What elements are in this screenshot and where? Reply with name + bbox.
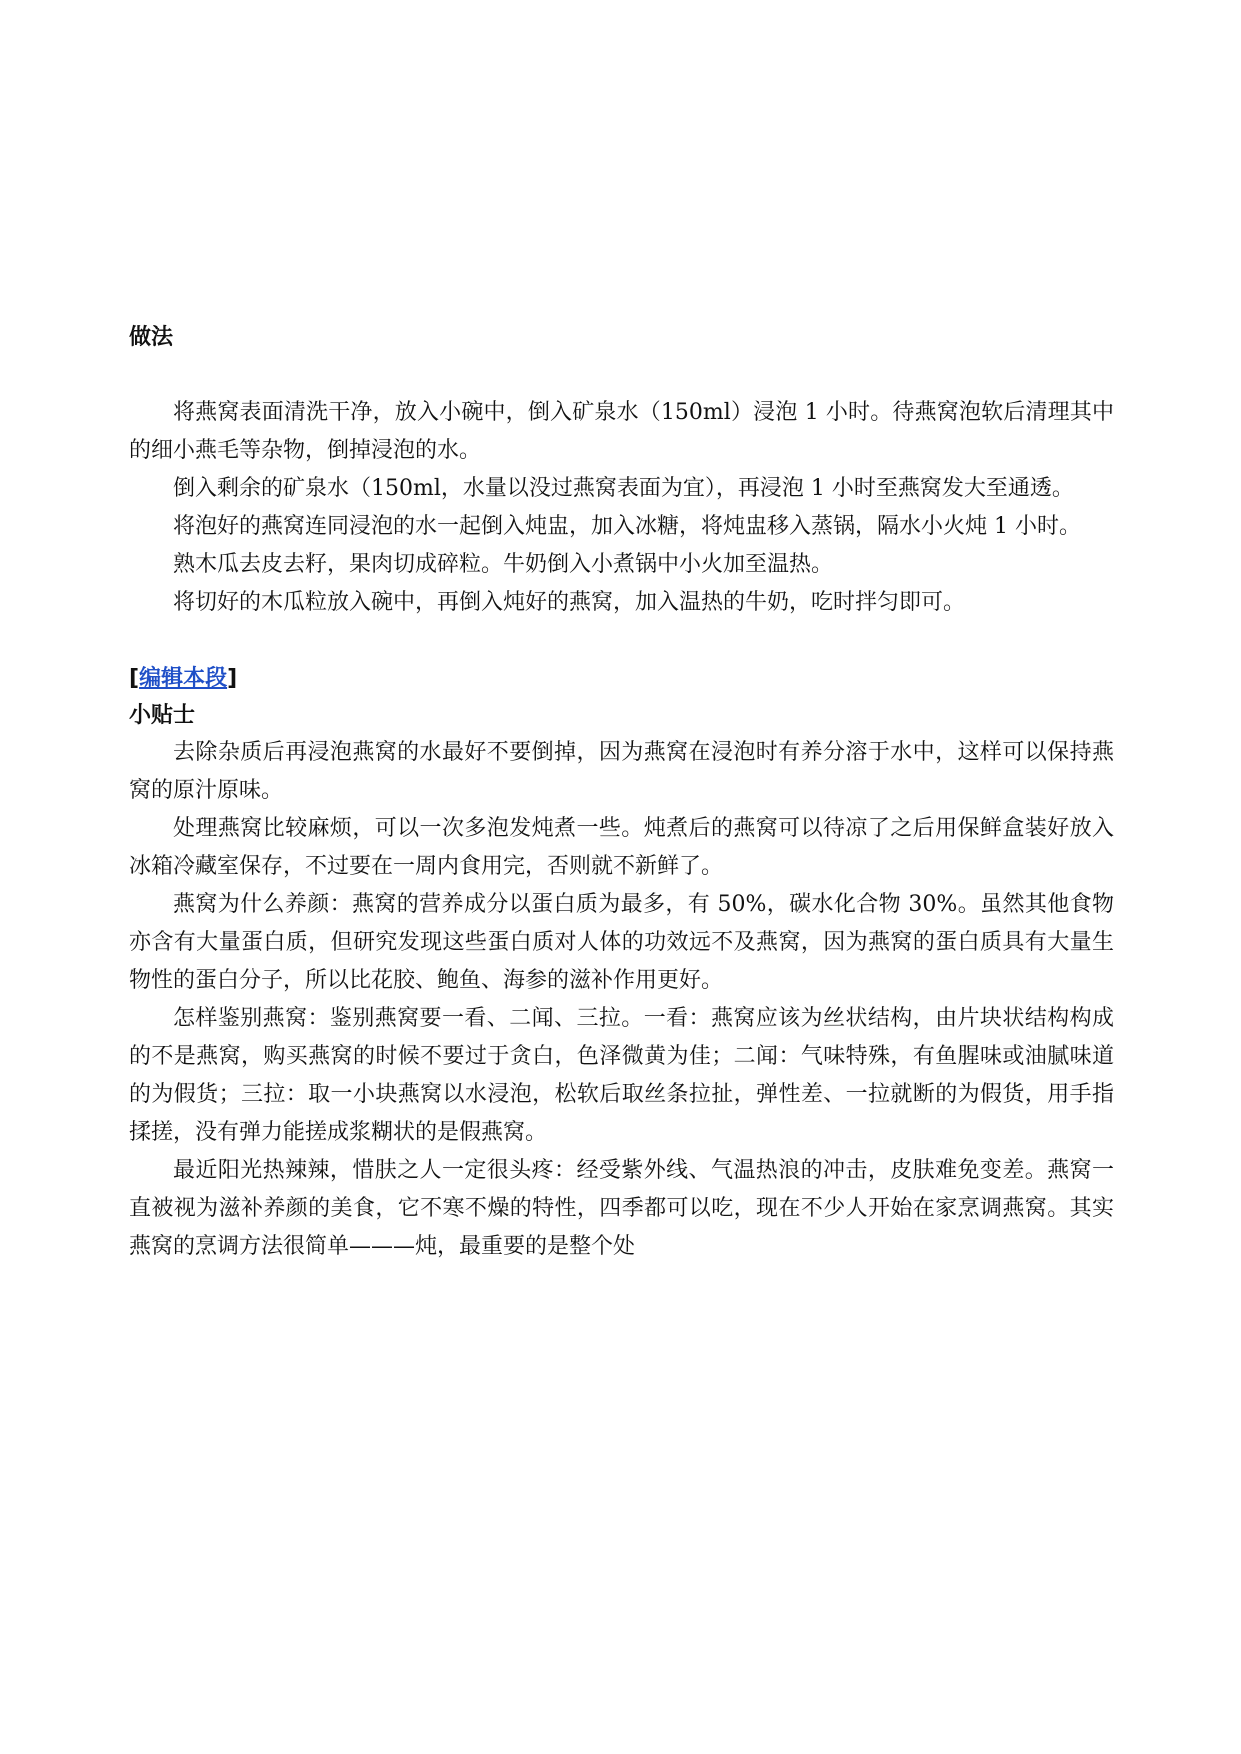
tips-heading: 小贴士 — [129, 703, 196, 728]
edit-section-link[interactable]: 编辑本段 — [139, 666, 228, 691]
method-paragraph: 熟木瓜去皮去籽，果肉切成碎粒。牛奶倒入小煮锅中小火加至温热。 — [173, 552, 834, 577]
method-paragraph: 将燕窝表面清洗干净，放入小碗中，倒入矿泉水（150ml）浸泡 1 小时。待燕窝泡软后清理其中的细小燕毛等杂物，倒掉浸泡的水。 — [129, 400, 1114, 463]
method-paragraph: 将泡好的燕窝连同浸泡的水一起倒入炖盅，加入冰糖，将炖盅移入蒸锅，隔水小火炖 1 小时。 — [173, 514, 1081, 539]
tips-paragraph: 燕窝为什么养颜：燕窝的营养成分以蛋白质为最多，有 50%，碳水化合物 30%。虽然其他食物亦含有大量蛋白质，但研究发现这些蛋白质对人体的功效远不及燕窝，因为燕窝的蛋白质具有大量生物性的蛋白分子，所以比花胶、鲍鱼、海参的滋补作用更好。 — [129, 892, 1114, 993]
document-content — [129, 320, 1114, 1266]
tips-paragraph: 怎样鉴别燕窝：鉴别燕窝要一看、二闻、三拉。一看：燕窝应该为丝状结构，由片块状结构构成的不是燕窝，购买燕窝的时候不要过于贪白，色泽微黄为佳；二闻：气味特殊，有鱼腥味或油腻味道的为假货；三拉：取一小块燕窝以水浸泡，松软后取丝条拉扯，弹性差、一拉就断的为假货，用手指揉搓，没有弹力能搓成浆糊状的是假燕窝。 — [129, 1006, 1114, 1145]
edit-open-bracket: [ — [129, 666, 140, 691]
method-paragraph: 将切好的木瓜粒放入碗中，再倒入炖好的燕窝，加入温热的牛奶，吃时拌匀即可。 — [173, 590, 966, 615]
method-heading: 做法 — [129, 325, 174, 350]
edit-close-bracket: ] — [227, 666, 238, 691]
method-paragraph: 倒入剩余的矿泉水（150ml，水量以没过燕窝表面为宜），再浸泡 1 小时至燕窝发大至通透。 — [173, 476, 1074, 501]
tips-paragraph: 最近阳光热辣辣，惜肤之人一定很头疼：经受紫外线、气温热浪的冲击，皮肤难免变差。燕窝一直被视为滋补养颜的美食，它不寒不燥的特性，四季都可以吃，现在不少人开始在家烹调燕窝。其实燕窝的烹调方法很简单———炖，最重要的是整个处 — [129, 1158, 1114, 1259]
spacer — [129, 356, 1114, 394]
tips-paragraph: 去除杂质后再浸泡燕窝的水最好不要倒掉，因为燕窝在浸泡时有养分溶于水中，这样可以保持燕窝的原汁原味。 — [129, 740, 1114, 803]
spacer — [129, 622, 1114, 662]
edit-section-line — [129, 662, 1114, 696]
tips-paragraph: 处理燕窝比较麻烦，可以一次多泡发炖煮一些。炖煮后的燕窝可以待凉了之后用保鲜盒装好放入冰箱冷藏室保存，不过要在一周内食用完，否则就不新鲜了。 — [129, 816, 1114, 879]
